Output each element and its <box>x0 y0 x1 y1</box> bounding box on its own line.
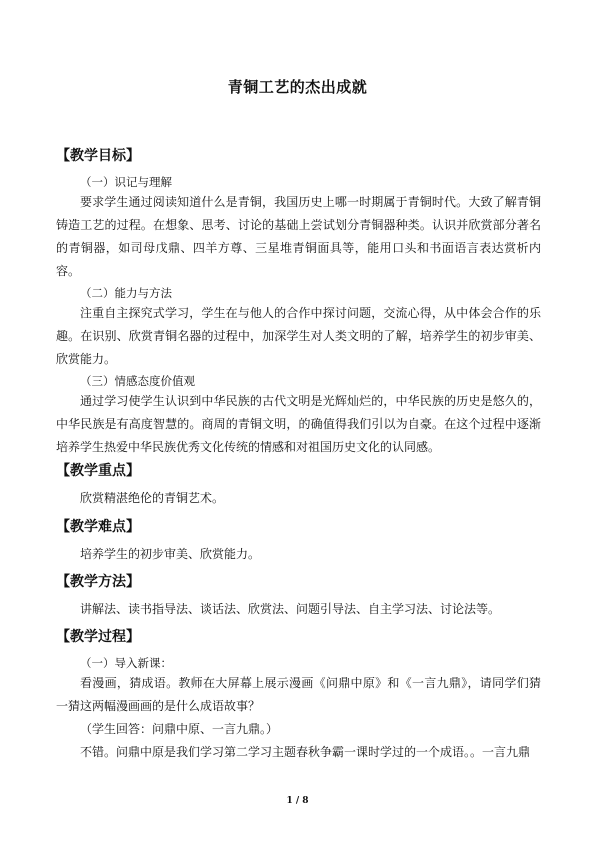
page-title: 青铜工艺的杰出成就 <box>227 78 368 96</box>
paragraph-student-answer: （学生回答：问鼎中原、一言九鼎。） <box>80 722 279 736</box>
page-number: 1 / 8 <box>286 796 309 806</box>
subheading-recall: （一）识记与理解 <box>80 175 172 189</box>
paragraph-ability: 注重自主探究式学习，学生在与他人的合作中探讨问题，交流心得，从中体会合作的乐趣。在识别、欣赏青铜名器的过程中，加深学生对人类文明的了解，培养学生的初步审美、欣赏能力。 <box>56 306 541 366</box>
heading-methods: 【教学方法】 <box>56 574 140 590</box>
heading-process: 【教学过程】 <box>56 629 140 645</box>
paragraph-methods: 讲解法、读书指导法、谈话法、欣赏法、问题引导法、自主学习法、讨论法等。 <box>80 602 501 616</box>
subheading-introduction: （一）导入新课： <box>80 656 172 670</box>
subheading-values: （三）情感态度价值观 <box>80 374 195 388</box>
paragraph-values: 通过学习使学生认识到中华民族的古代文明是光辉灿烂的，中华民族的历史是悠久的，中华民族是有高度智慧的。商周的青铜文明，的确值得我们引以为自豪。在这个过程中逐渐培养学生热爱中华民族优秀文化传统的情感和对祖国历史文化的认同感。 <box>56 394 541 454</box>
heading-teaching-goals: 【教学目标】 <box>56 148 140 164</box>
heading-key-points: 【教学重点】 <box>56 463 140 479</box>
paragraph-difficulties: 培养学生的初步审美、欣赏能力。 <box>80 547 261 561</box>
paragraph-recall: 要求学生通过阅读知道什么是青铜，我国历史上哪一时期属于青铜时代。大致了解青铜铸造工艺的过程。在想象、思考、讨论的基础上尝试划分青铜器种类。认识并欣赏部分著名的青铜器，如司母戊鼎、四羊方尊、三星堆青铜面具等，能用口头和书面语言表达赏析内容。 <box>56 195 541 278</box>
paragraph-explanation: 不错。问鼎中原是我们学习第二学习主题春秋争霸一课时学过的一个成语。。一言九鼎 <box>80 745 531 759</box>
subheading-ability: （二）能力与方法 <box>80 286 172 300</box>
paragraph-introduction: 看漫画，猜成语。教师在大屏幕上展示漫画《问鼎中原》和《一言九鼎》，请同学们猜一猜这两幅漫画画的是什么成语故事？ <box>56 676 541 713</box>
paragraph-key-points: 欣赏精湛绝伦的青铜艺术。 <box>80 491 225 505</box>
heading-difficulties: 【教学难点】 <box>56 519 140 535</box>
